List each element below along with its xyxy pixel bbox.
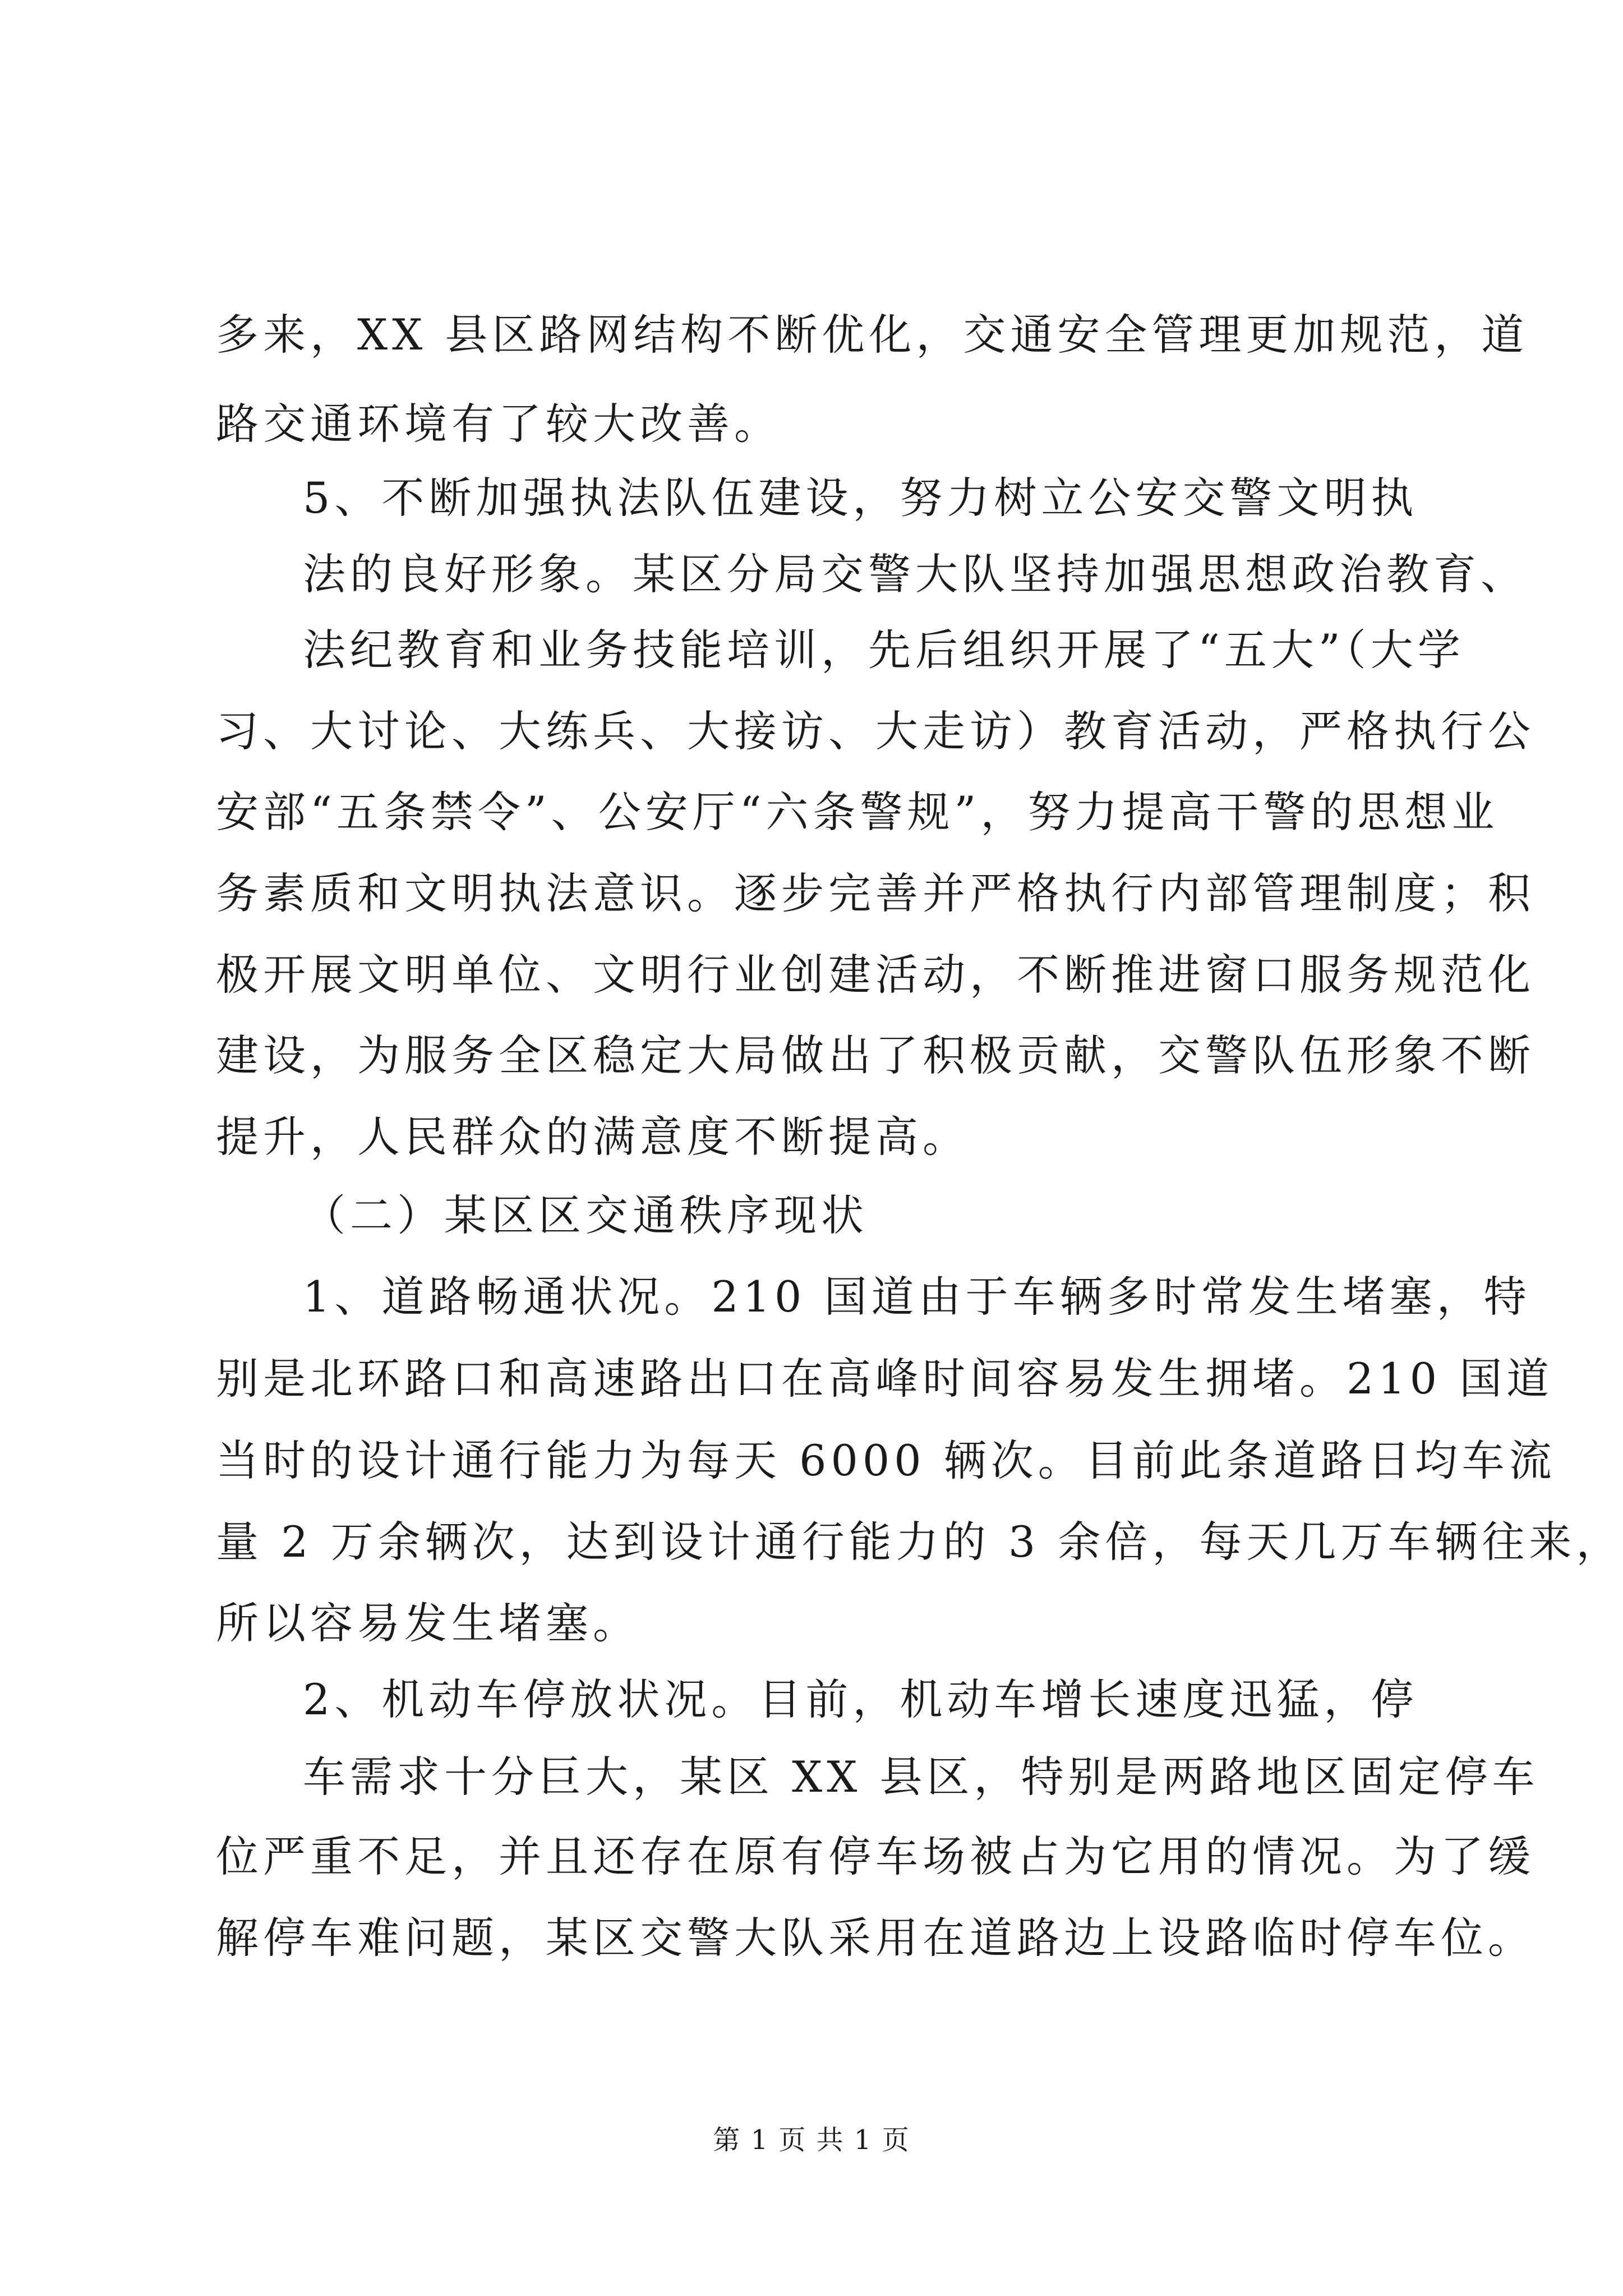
body-text-line: 安部“五条禁令”、公安厅“六条警规”，努力提高干警的思想业 xyxy=(216,787,1499,837)
body-text-line: 所以容易发生堵塞。 xyxy=(216,1598,640,1648)
body-text-line: 提升，人民群众的满意度不断提高。 xyxy=(216,1112,970,1162)
body-text-line: 车需求十分巨大，某区 XX 县区，特别是两路地区固定停车 xyxy=(303,1752,1539,1802)
body-text-line: 建设，为服务全区稳定大局做出了积极贡献，交警队伍形象不断 xyxy=(216,1030,1535,1080)
body-text-line: 多来，XX 县区路网结构不断优化，交通安全管理更加规范，道 xyxy=(216,310,1529,360)
body-text-line: 极开展文明单位、文明行业创建活动，不断推进窗口服务规范化 xyxy=(216,950,1535,1000)
body-text-line: 5、不断加强执法队伍建设，努力树立公安交警文明执 xyxy=(303,473,1418,523)
body-text-line: 位严重不足，并且还存在原有停车场被占为它用的情况。为了缓 xyxy=(216,1832,1535,1881)
body-text-line: 量 2 万余辆次，达到设计通行能力的 3 余倍，每天几万车辆往来， xyxy=(216,1517,1623,1567)
section-heading: （二）某区区交通秩序现状 xyxy=(303,1190,868,1240)
body-text-line: 习、大讨论、大练兵、大接访、大走访）教育活动，严格执行公 xyxy=(216,706,1535,756)
body-text-line: 务素质和文明执法意识。逐步完善并严格执行内部管理制度；积 xyxy=(216,868,1535,918)
body-text-line: 法的良好形象。某区分局交警大队坚持加强思想政治教育、 xyxy=(303,549,1528,599)
body-text-line: 别是北环路口和高速路出口在高峰时间容易发生拥堵。210 国道 xyxy=(216,1354,1554,1404)
body-text-line: 法纪教育和业务技能培训，先后组织开展了“五大”（大学 xyxy=(303,625,1465,675)
body-text-line: 2、机动车停放状况。目前，机动车增长速度迅猛，停 xyxy=(303,1674,1418,1724)
body-text-line: 当时的设计通行能力为每天 6000 辆次。目前此条道路日均车流 xyxy=(216,1435,1556,1485)
body-text-line: 1、道路畅通状况。210 国道由于车辆多时常发生堵塞，特 xyxy=(303,1272,1531,1322)
body-text-line: 路交通环境有了较大改善。 xyxy=(216,399,781,449)
body-text-line: 解停车难问题，某区交警大队采用在道路边上设路临时停车位。 xyxy=(216,1913,1535,1963)
page-footer: 第 1 页 共 1 页 xyxy=(713,2124,910,2156)
